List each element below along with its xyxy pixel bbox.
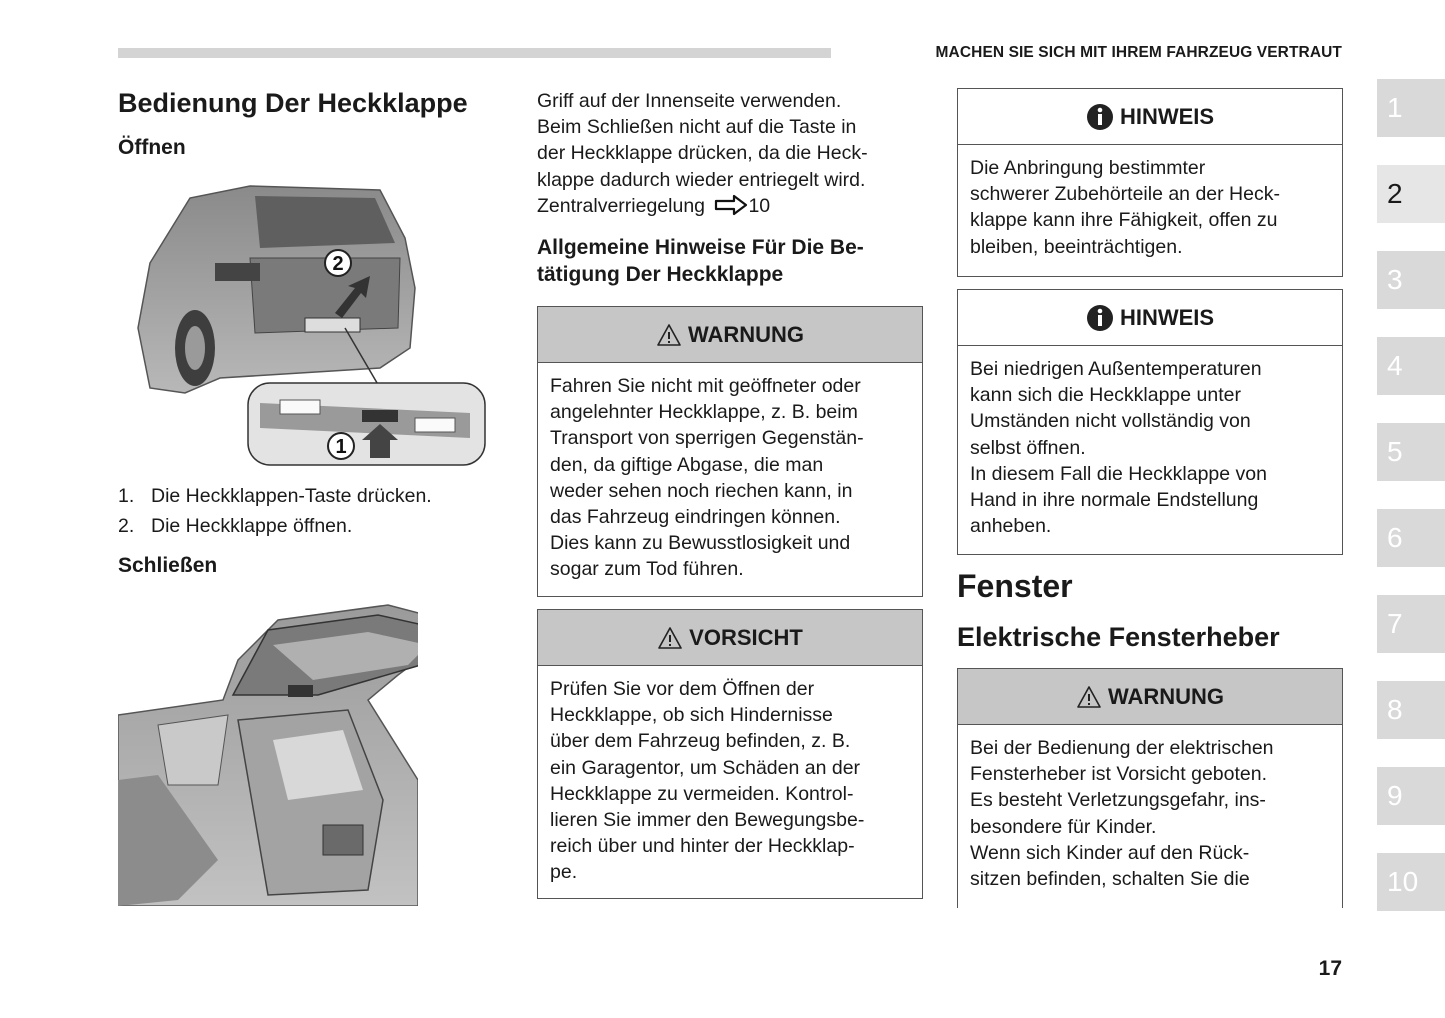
caution-header	[538, 610, 922, 666]
closing-paragraph	[537, 88, 923, 219]
list-item	[118, 511, 432, 541]
general-notes-heading	[537, 234, 923, 289]
paragraph-line: klappe dadurch wieder entriegelt wird.	[537, 168, 866, 191]
open-steps-list	[118, 481, 432, 541]
text-line: weder sehen noch riechen kann, in	[550, 479, 853, 502]
open-heading: Öffnen	[118, 136, 186, 159]
warning-box	[537, 306, 923, 597]
chapter-tab-6[interactable]: 6	[1377, 509, 1445, 567]
text-line: Bei der Bedienung der elektrischen	[970, 737, 1274, 759]
text-line: Dies kann zu Bewusstlosigkeit und	[550, 532, 851, 555]
chapter-tab-8[interactable]: 8	[1377, 681, 1445, 739]
text-line: klappe kann ihre Fähigkeit, offen zu	[970, 209, 1278, 232]
chapter-tab-4[interactable]: 4	[1377, 337, 1445, 395]
note-box-2	[957, 289, 1343, 555]
text-line: Die Anbringung bestimmter	[970, 157, 1206, 179]
text-line: In diesem Fall die Heckklappe von	[970, 462, 1267, 485]
chapter-tab-2[interactable]: 2	[1377, 165, 1445, 223]
page-number: 17	[1318, 957, 1342, 980]
note-header	[958, 290, 1342, 346]
text-line: Fahren Sie nicht mit geöffneter oder	[550, 375, 861, 397]
text-line: reich über und hinter der Heckklap-	[550, 835, 855, 858]
text-line: sitzen befinden, schalten Sie die	[970, 868, 1250, 891]
text-line: über dem Fahrzeug befinden, z. B.	[550, 730, 851, 753]
step-number: 1.	[118, 485, 135, 507]
callout-1: 1	[335, 436, 347, 458]
text-line: Wenn sich Kinder auf den Rück-	[970, 841, 1250, 864]
tailgate-close-illustration	[118, 600, 418, 906]
text-line: den, da giftige Abgase, die man	[550, 453, 824, 476]
paragraph-line: Griff auf der Innenseite verwenden.	[537, 90, 842, 112]
xref-page: 10	[748, 194, 771, 217]
chapter-tab-10[interactable]: 10	[1377, 853, 1445, 911]
tailgate-open-illustration	[130, 178, 490, 468]
text-line: Heckklappe, ob sich Hindernisse	[550, 704, 833, 727]
warning-header	[538, 307, 922, 363]
heading-line: tätigung Der Heckklappe	[537, 263, 784, 287]
warning-body	[538, 363, 922, 595]
chapter-tab-1[interactable]: 1	[1377, 79, 1445, 137]
text-line: selbst öffnen.	[970, 436, 1086, 459]
power-windows-heading: Elektrische Fensterheber	[957, 622, 1280, 652]
chapter-tab-5[interactable]: 5	[1377, 423, 1445, 481]
text-line: Umständen nicht vollständig von	[970, 410, 1251, 433]
note-title: HINWEIS	[1119, 103, 1215, 129]
text-line: das Fahrzeug eindringen können.	[550, 506, 841, 529]
text-line: Prüfen Sie vor dem Öffnen der	[550, 678, 815, 700]
caution-body	[538, 666, 922, 898]
warning-title: WARNUNG	[1107, 683, 1225, 709]
windows-section-title: Fenster	[957, 568, 1073, 604]
info-icon	[1086, 103, 1114, 131]
note-body	[958, 346, 1342, 551]
info-icon	[1086, 304, 1114, 332]
warning-triangle-icon	[1076, 685, 1102, 709]
section-title: Bedienung Der Heckklappe	[118, 88, 468, 118]
text-line: ein Garagentor, um Schäden an der	[550, 756, 861, 779]
text-line: Hand in ihre normale Endstellung	[970, 489, 1259, 512]
text-line: schwerer Zubehörteile an der Heck-	[970, 183, 1280, 206]
note-box-1	[957, 88, 1343, 277]
text-line: pe.	[550, 861, 578, 884]
text-line: besondere für Kinder.	[970, 815, 1157, 838]
warning-triangle-icon	[656, 323, 682, 347]
text-line: anheben.	[970, 515, 1052, 538]
warning-header	[958, 669, 1342, 725]
arrow-right-icon	[714, 194, 748, 216]
step-text: Die Heckklappen-Taste drücken.	[151, 485, 432, 507]
header-rule	[118, 48, 831, 58]
text-line: Fensterheber ist Vorsicht geboten.	[970, 763, 1268, 786]
warning-body	[958, 725, 1342, 904]
text-line: sogar zum Tod führen.	[550, 558, 744, 581]
list-item	[118, 481, 432, 511]
running-title: MACHEN SIE SICH MIT IHREM FAHRZEUG VERTRAUT	[935, 44, 1342, 61]
note-body	[958, 145, 1342, 272]
cross-reference[interactable]	[537, 193, 923, 219]
text-line: Heckklappe zu vermeiden. Kontrol-	[550, 782, 854, 805]
heading-line: Allgemeine Hinweise Für Die Be-	[537, 236, 864, 259]
callout-2: 2	[332, 253, 344, 275]
text-line: lieren Sie immer den Bewegungsbe-	[550, 809, 865, 832]
chapter-tab-3[interactable]: 3	[1377, 251, 1445, 309]
xref-text: Zentralverriegelung	[537, 194, 706, 217]
chapter-tab-7[interactable]: 7	[1377, 595, 1445, 653]
windows-warning-box	[957, 668, 1343, 908]
text-line: kann sich die Heckklappe unter	[970, 384, 1241, 407]
text-line: bleiben, beeinträchtigen.	[970, 235, 1183, 258]
step-text: Die Heckklappe öffnen.	[151, 515, 353, 537]
caution-box	[537, 609, 923, 899]
step-number: 2.	[118, 515, 135, 537]
text-line: Transport von sperrigen Gegenstän-	[550, 427, 864, 450]
text-line: Bei niedrigen Außentemperaturen	[970, 358, 1262, 380]
warning-title: WARNUNG	[687, 321, 805, 347]
paragraph-line: der Heckklappe drücken, da die Heck-	[537, 142, 868, 165]
note-title: HINWEIS	[1119, 304, 1215, 330]
paragraph-line: Beim Schließen nicht auf die Taste in	[537, 116, 857, 139]
warning-triangle-icon	[657, 626, 683, 650]
note-header	[958, 89, 1342, 145]
text-line: Es besteht Verletzungsgefahr, ins-	[970, 789, 1266, 812]
close-heading: Schließen	[118, 554, 218, 577]
text-line: angelehnter Heckklappe, z. B. beim	[550, 401, 858, 424]
chapter-tab-9[interactable]: 9	[1377, 767, 1445, 825]
caution-title: VORSICHT	[689, 624, 803, 650]
